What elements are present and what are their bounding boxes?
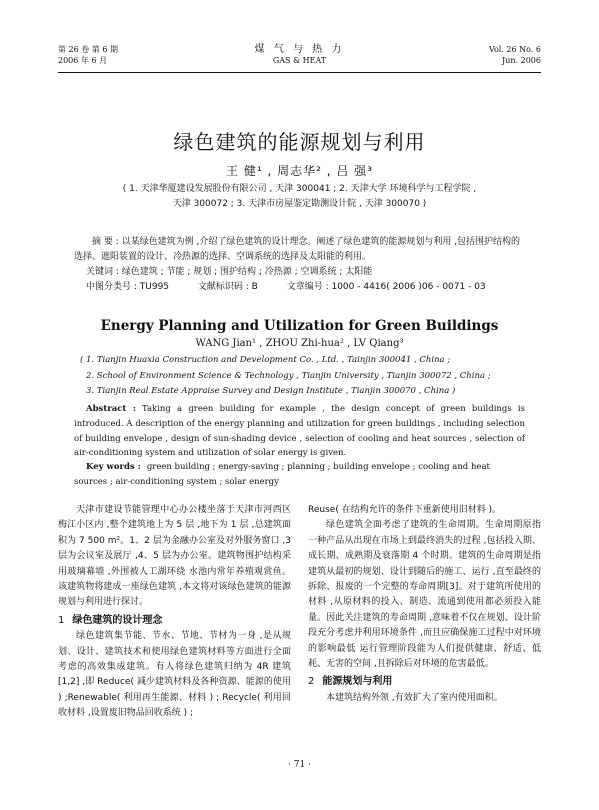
section-heading — [58, 613, 291, 628]
section-title: 能源规划与利用 — [322, 676, 393, 688]
paragraph: 天津市建设节能管理中心办公楼坐落于天津市河西区梅江小区内 ,整个建筑地上为 5 层 ,地下为 1 层 ,总建筑面积为 7 500 m²。1、2 层为金融办公室及对外服务窗口 ,3 层为会议室及展厅 ,4、5 层为办公室。建筑物围护结构采用玻璃幕墙 ,外围被人工湖环绕 水池内常年养殖观赏鱼。该建筑物将建成一座绿色建筑 ,本文将对该绿色建筑的能源规划与利用进行探讨。 — [58, 505, 291, 608]
paragraph: Reuse( 在结构允许的条件下重新使用旧材料 )。 — [308, 505, 502, 515]
article-number: 文章编号 : 1000 - 4416( 2006 )06 - 0071 - 03 — [286, 282, 486, 292]
keywords-en-text: green building ; energy-saving ; planning ; building envelope ; cooling and heat sources ; air-conditioning system ; solar energy — [74, 462, 490, 487]
journal-name-cn: 煤 气 与 热 力 — [254, 44, 345, 55]
header-rule — [58, 72, 541, 73]
section-number: 2 — [308, 676, 315, 688]
paper-title-en: Energy Planning and Utilization for Green Buildings — [100, 318, 499, 334]
paper-title-cn: 绿色建筑的能源规划与利用 — [173, 130, 426, 154]
header-center — [58, 44, 541, 66]
authors-cn: 王 健¹ , 周志华² , 吕 强³ — [226, 164, 373, 178]
affiliations-cn — [80, 182, 519, 212]
affiliation-en-line: 2. School of Environment Science & Technology , Tianjin University , Tianjin 300072 , China ; — [86, 370, 491, 381]
abstract-en — [74, 402, 525, 461]
running-header — [58, 44, 541, 72]
volume-issue-cn: 第 26 卷 第 6 期 — [58, 45, 118, 54]
keywords-en — [74, 460, 525, 490]
abstract-en-label: Abstract : — [86, 404, 136, 414]
affiliation-cn-line: ( 1. 天津华厦建设发展股份有限公司 , 天津 300041 ; 2. 天津大学 环境科学与工程学院 , — [122, 184, 477, 194]
body-column-right — [308, 503, 541, 706]
affiliation-cn-line: 天津 300072 ; 3. 天津市房屋鉴定勘测设计院 , 天津 300070 ) — [172, 199, 427, 209]
body-column-left — [58, 503, 291, 722]
affiliation-en-line: 3. Tianjin Real Estate Appraise Survey and Design Institute , Tianjin 300070 , China ) — [86, 386, 456, 396]
paragraph: 绿色建筑集节能、节水、节地、节材为一身 ,是从规划、设计、建筑技术和使用绿色建筑材料等方面进行全面考虑的高效集成建筑。有人将绿色建筑归纳为 4R 建筑[1,2] ,即 Reduce( 减少建筑材料及各种资源、能源的使用 ) ;Renewable( 利用再生能源、材料 ) ; Recycle( 利用回收材料 ,设置废旧物品回收系统 ) ; — [58, 631, 291, 719]
abstract-cn: 摘 要 : 以某绿色建筑为例 ,介绍了绿色建筑的设计理念。阐述了绿色建筑的能源规划与利用 ,包括围护结构的选择、遮阳装置的设计、冷热源的选择、空调系统的选择及太阳能的利用。 — [74, 237, 521, 262]
journal-name-en: GAS & HEAT — [272, 56, 327, 65]
paragraph: 本建筑结构外领 ,有效扩大了室内使用面积。 — [326, 692, 503, 703]
affiliation-en-line: ( 1. Tianjin Huaxia Construction and Development Co. , Ltd. , Tainjin 300041 , China ; — [80, 355, 451, 365]
document-code: 文献标识码 : B — [197, 282, 258, 292]
section-heading — [308, 674, 541, 689]
section-number: 1 — [58, 614, 65, 626]
volume-issue-en: Vol. 26 No. 6 — [488, 45, 541, 54]
section-title: 绿色建筑的设计理念 — [72, 614, 163, 626]
class-number: 中图分类号 : TU995 — [86, 282, 170, 292]
abstract-en-text: Taking a green building for example , the design concept of green buildings is introduced. A description of the energy planning and utilization for green buildings , including selection of building envelope , design of sun-shading device , selection of cooling and heat sources , selection of air-conditioning system and utilization of solar energy is given. — [74, 404, 525, 459]
date-cn: 2006 年 6 月 — [58, 56, 108, 65]
page-number: · 71 · — [288, 760, 311, 770]
authors-en: WANG Jian¹ , ZHOU Zhi-hua² , LV Qiang³ — [195, 338, 404, 349]
header-right — [489, 44, 541, 66]
affiliations-en — [80, 353, 525, 400]
paragraph: 绿色建筑全面考虑了建筑的生命周期。生命周期原指一种产品从出现在市场上到最终消失的过程 ,包括投入期、成长期、成熟期及衰落期 4 个时期。建筑的生命周期是指建筑从最初的规划、设计到随后的施工、运行 ,直至最终的拆除、报废的一个完整的寿命周期[3]。对于建筑所使用的材料 ,从原材料的投入、制造、流通到使用都必须投入能量。因此关注建筑的寿命周期 ,意味着不仅在规划、设计阶段充分考虑并利用环境条件 ,而且应确保施工过程中对环境的影响最低 运行管理阶段能为人们提供健康、舒适、低耗、无害的空间 ,且拆除后对环境的危害最低。 — [308, 520, 541, 670]
date-en: Jun. 2006 — [502, 56, 541, 65]
classification-line — [86, 280, 525, 295]
keywords-cn: 关键词 : 绿色建筑 ; 节能 ; 规划 ; 围护结构 ; 冷热源 ; 空调系统 ; 太阳能 — [86, 267, 373, 277]
keywords-en-label: Key words : — [86, 462, 141, 472]
